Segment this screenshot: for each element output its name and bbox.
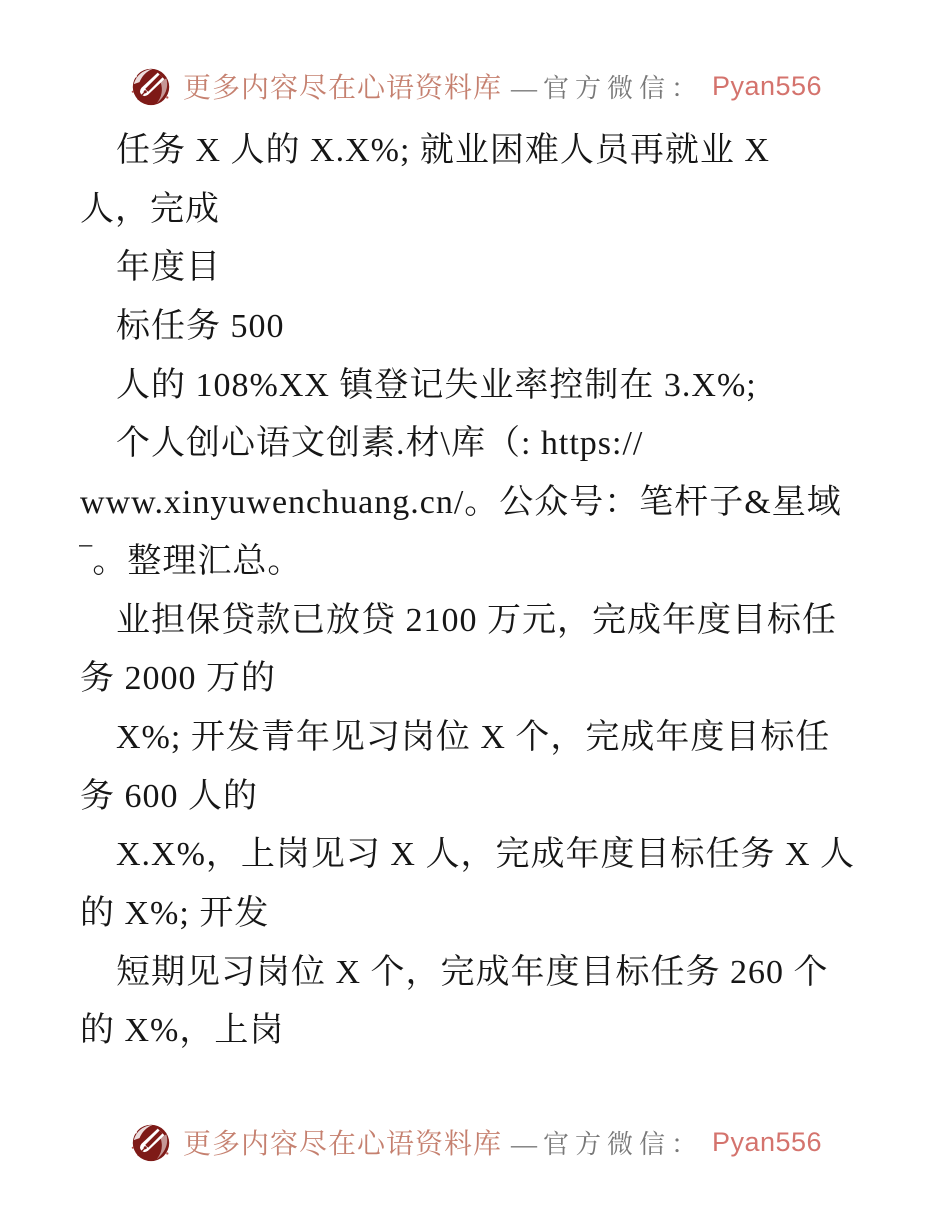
document-body [80, 122, 880, 1061]
doc-line: 年度目 [116, 249, 221, 287]
doc-line: 人，完成 [80, 190, 220, 228]
doc-line: X%; 开发青年见习岗位 X 个，完成年度目标任 [116, 718, 831, 756]
doc-line: X.X%，上岗见习 X 人，完成年度目标任务 X 人 [116, 836, 856, 874]
pen-in-circle-logo-icon [128, 1118, 174, 1166]
doc-line: 个人创心语文创素.材\库（: https:// [116, 425, 644, 463]
footer-watermark [0, 1118, 950, 1166]
wechat-label: —官方微信： [510, 1129, 703, 1159]
wechat-label: —官方微信： [510, 73, 703, 103]
pen-in-circle-logo-icon [128, 62, 174, 110]
header-watermark [0, 62, 950, 110]
doc-line: 业担保贷款已放贷 2100 万元，完成年度目标任 [116, 601, 837, 639]
wechat-id: Pyan556 [711, 70, 823, 101]
doc-line: 务 600 人的 [80, 777, 258, 815]
wechat-id: Pyan556 [711, 1126, 823, 1157]
doc-line: 短期见习岗位 X 个，完成年度目标任务 260 个 [116, 953, 829, 991]
doc-line: 任务 X 人的 X.X%; 就业困难人员再就业 X [116, 132, 770, 169]
doc-line: 的 X%，上岗 [80, 1012, 285, 1050]
doc-line: 人的 108%XX 镇登记失业率控制在 3.X%; [116, 366, 757, 404]
doc-line: 的 X%; 开发 [80, 894, 270, 932]
doc-line: 务 2000 万的 [80, 660, 276, 698]
brand-text: 更多内容尽在心语资料库 [182, 73, 502, 104]
doc-line: ‾。整理汇总。 [80, 542, 303, 580]
doc-line: www.xinyuwenchuang.cn/。公众号：笔杆子&星域 [80, 484, 842, 522]
doc-line: 标任务 500 [116, 308, 285, 346]
brand-text: 更多内容尽在心语资料库 [182, 1129, 502, 1160]
